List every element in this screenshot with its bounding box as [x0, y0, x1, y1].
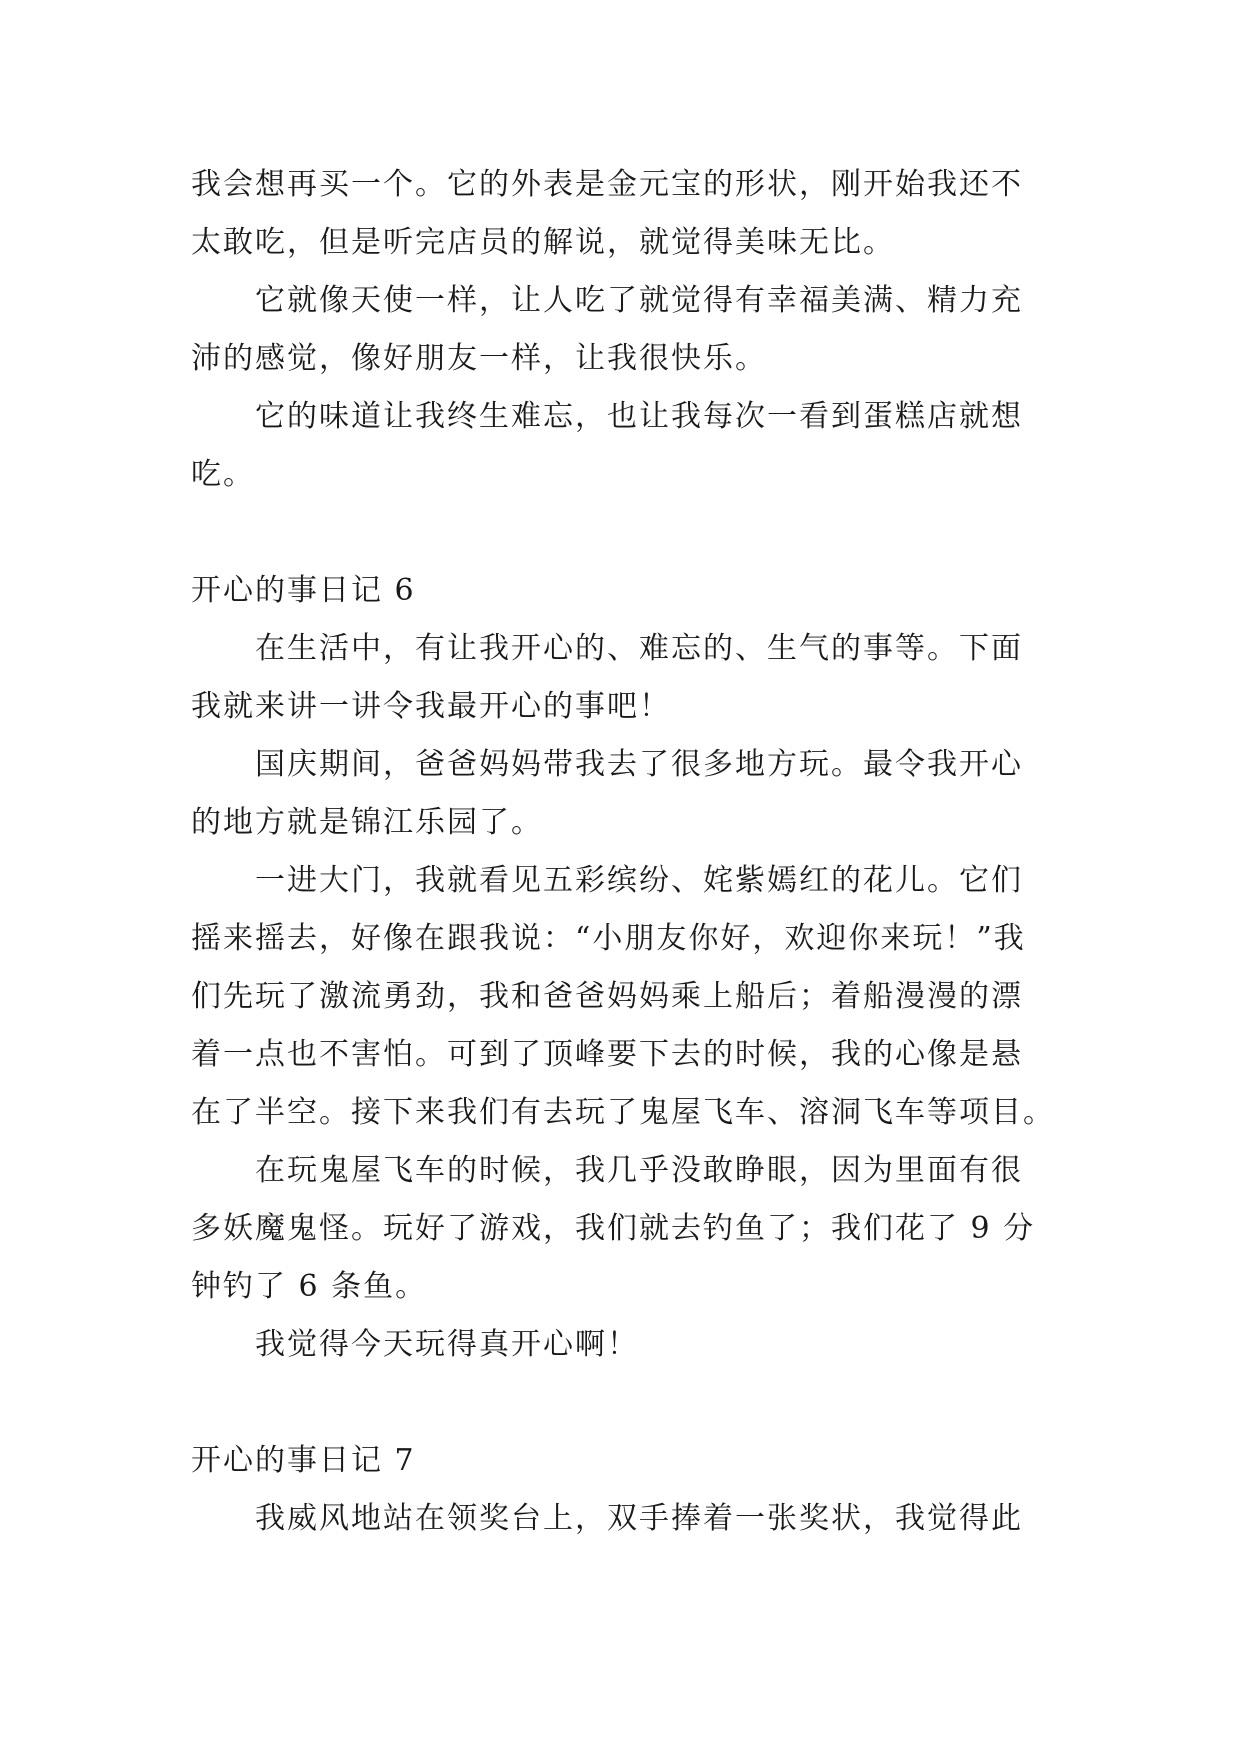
paragraph [191, 388, 1051, 504]
paragraph-line: 我觉得今天玩得真开心啊！ [255, 1327, 639, 1362]
paragraph-line: 着一点也不害怕。可到了顶峰要下去的时候，我的心像是悬 [191, 1037, 1023, 1072]
blank-line [191, 504, 1051, 562]
paragraph-line: 它的味道让我终生难忘，也让我每次一看到蛋糕店就想 [255, 399, 1023, 434]
paragraph-line: 的地方就是锦江乐园了。 [191, 805, 543, 840]
paragraph [191, 1316, 1051, 1374]
paragraph-line: 钟钓了 6 条鱼。 [191, 1269, 428, 1304]
paragraph [191, 852, 1055, 1142]
paragraph-line: 吃。 [191, 457, 255, 492]
paragraph-line: 我威风地站在领奖台上，双手捧着一张奖状，我觉得此 [255, 1501, 1023, 1536]
paragraph [191, 620, 1051, 736]
document-body [191, 156, 1055, 1548]
paragraph-line: 摇来摇去，好像在跟我说：“小朋友你好，欢迎你来玩！”我 [191, 921, 1026, 956]
paragraph-line: 我就来讲一讲令我最开心的事吧！ [191, 689, 671, 724]
paragraph-line: 沛的感觉，像好朋友一样，让我很快乐。 [191, 341, 767, 376]
paragraph-line: 太敢吃，但是听完店员的解说，就觉得美味无比。 [191, 225, 895, 260]
paragraph [191, 272, 1051, 388]
paragraph-line: 在玩鬼屋飞车的时候，我几乎没敢睁眼，因为里面有很 [255, 1153, 1023, 1188]
paragraph-line: 一进大门，我就看见五彩缤纷、姹紫嫣红的花儿。它们 [255, 863, 1023, 898]
section-heading: 开心的事日记 6 [191, 573, 416, 608]
paragraph [191, 1490, 1051, 1548]
paragraph-line: 国庆期间，爸爸妈妈带我去了很多地方玩。最令我开心 [255, 747, 1023, 782]
paragraph [191, 1142, 1051, 1316]
paragraph [191, 736, 1051, 852]
paragraph-line: 在了半空。接下来我们有去玩了鬼屋飞车、溶洞飞车等项目。 [191, 1095, 1055, 1130]
paragraph-line: 我会想再买一个。它的外表是金元宝的形状，刚开始我还不 [191, 167, 1023, 202]
section-heading: 开心的事日记 7 [191, 1443, 416, 1478]
paragraph [191, 156, 1051, 272]
paragraph-line: 们先玩了激流勇劲，我和爸爸妈妈乘上船后；着船漫漫的漂 [191, 979, 1023, 1014]
paragraph-line: 在生活中，有让我开心的、难忘的、生气的事等。下面 [255, 631, 1023, 666]
blank-line [191, 1374, 1051, 1432]
paragraph-line: 它就像天使一样，让人吃了就觉得有幸福美满、精力充 [255, 283, 1023, 318]
paragraph-line: 多妖魔鬼怪。玩好了游戏，我们就去钓鱼了；我们花了 9 分 [191, 1211, 1036, 1246]
